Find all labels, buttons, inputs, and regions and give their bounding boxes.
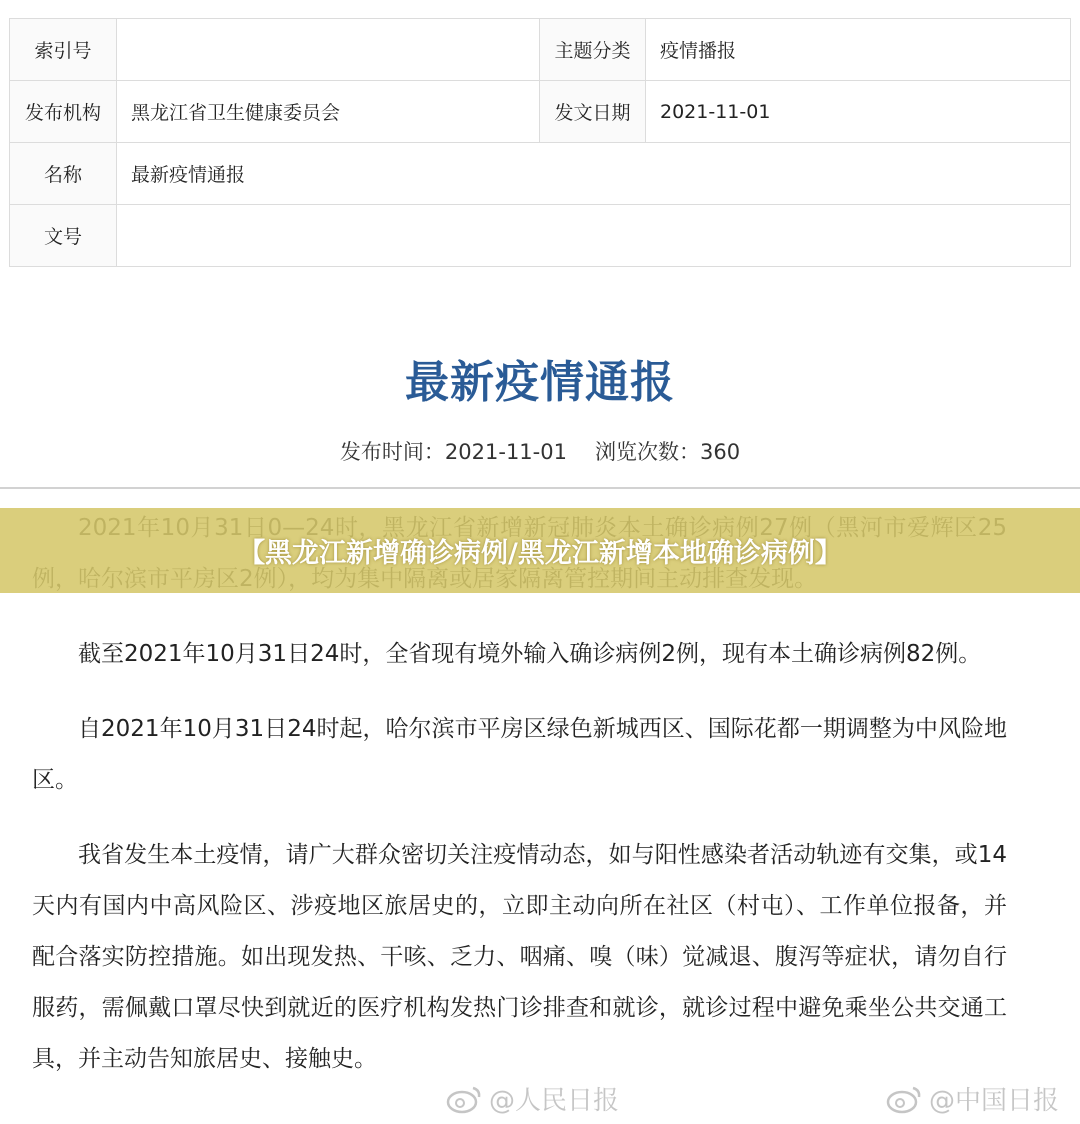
watermark-left-text: @人民日报	[489, 1086, 620, 1116]
paragraph-4: 我省发生本土疫情，请广大群众密切关注疫情动态，如与阳性感染者活动轨迹有交集，或14天内有国内中高风险区、涉疫地区旅居史的，立即主动向所在社区（村屯）、工作单位报备，并配合落实防控措施。如出现发热、干咳、乏力、咽痛、嗅（味）觉减退、腹泻等症状，请勿自行服药，需佩戴口罩尽快到就近的医疗机构发热门诊排查和就诊，就诊过程中避免乘坐公共交通工具，并主动告知旅居史、接触史。	[32, 842, 1007, 1072]
index-value	[117, 19, 540, 81]
headline-banner	[0, 508, 1080, 593]
watermark-right-text: @中国日报	[929, 1086, 1060, 1116]
publisher-label: 发布机构	[10, 81, 117, 143]
meta-row-index	[10, 19, 1071, 81]
index-label: 索引号	[10, 19, 117, 81]
weibo-icon	[445, 1084, 483, 1114]
watermark-right	[885, 1080, 1059, 1117]
watermark-left	[445, 1080, 619, 1117]
date-value: 2021-11-01	[646, 81, 1071, 143]
meta-row-publisher	[10, 81, 1071, 143]
banner-text: 【黑龙江新增确诊病例/黑龙江新增本地确诊病例】	[238, 538, 842, 569]
publisher-value: 黑龙江省卫生健康委员会	[117, 81, 540, 143]
document-meta-table	[9, 18, 1071, 267]
weibo-icon	[885, 1084, 923, 1114]
meta-row-docno	[10, 205, 1071, 267]
topic-value: 疫情播报	[646, 19, 1071, 81]
article-title: 最新疫情通报	[405, 357, 675, 408]
views-label: 浏览次数：	[594, 440, 700, 464]
publish-time-label: 发布时间：	[339, 440, 445, 464]
name-value: 最新疫情通报	[117, 143, 1071, 205]
views-count: 360	[699, 440, 741, 464]
paragraph-2: 截至2021年10月31日24时，全省现有境外输入确诊病例2例，现有本土确诊病例82例。	[78, 641, 982, 667]
topic-label: 主题分类	[540, 19, 646, 81]
meta-row-name	[10, 143, 1071, 205]
docno-label: 文号	[10, 205, 117, 267]
article-divider	[0, 487, 1080, 489]
article-body	[32, 503, 1007, 1109]
name-label: 名称	[10, 143, 117, 205]
date-label: 发文日期	[540, 81, 646, 143]
docno-value	[117, 205, 1071, 267]
paragraph-3: 自2021年10月31日24时起，哈尔滨市平房区绿色新城西区、国际花都一期调整为中风险地区。	[32, 716, 1007, 793]
publish-time: 2021-11-01	[444, 440, 567, 464]
article-meta	[0, 436, 1080, 466]
